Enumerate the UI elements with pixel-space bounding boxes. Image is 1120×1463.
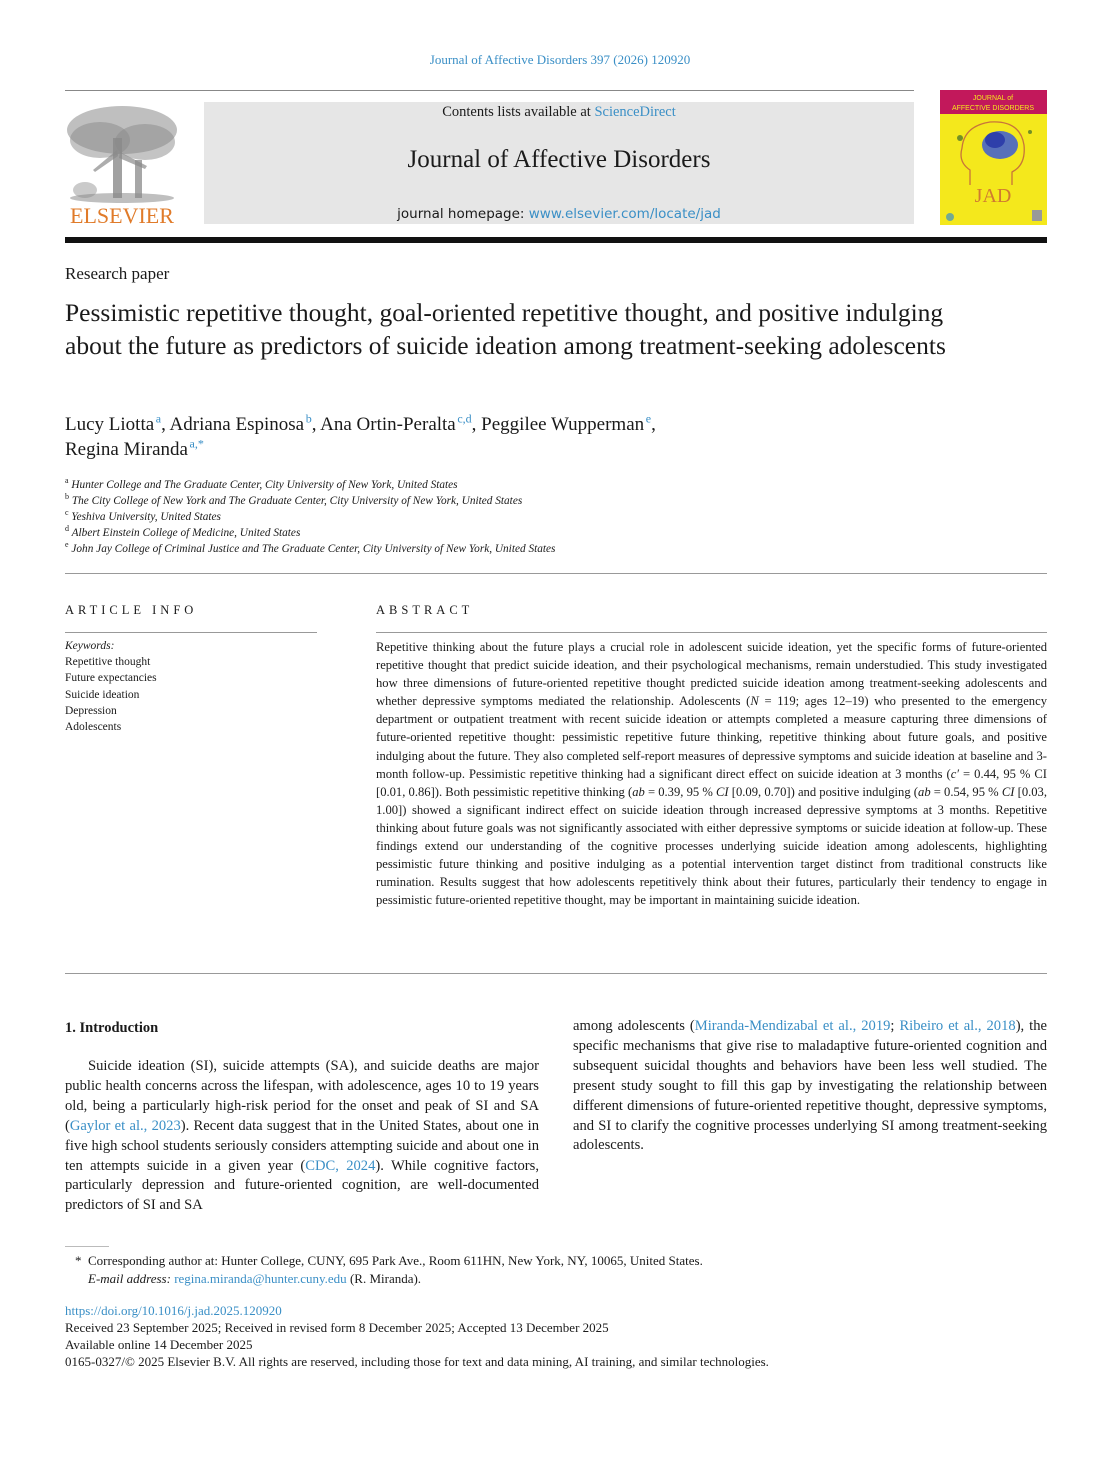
author-affil-mark[interactable]: c,d: [457, 411, 472, 426]
journal-name: Journal of Affective Disorders: [407, 146, 711, 173]
affiliation: [65, 509, 825, 525]
footnote-rule: [65, 1246, 109, 1247]
sciencedirect-link[interactable]: ScienceDirect: [594, 104, 676, 120]
affiliation-label: b: [65, 492, 69, 502]
affiliation-text: John Jay College of Criminal Justice and The Graduate Center, City University of New York, United States: [71, 543, 556, 555]
affiliation-text: Hunter College and The Graduate Center, City University of New York, United States: [71, 479, 458, 491]
email-suffix: (R. Miranda).: [346, 1271, 422, 1286]
header-thick-rule: [65, 237, 1047, 243]
author-name[interactable]: Lucy Liotta: [65, 414, 155, 435]
author[interactable]: [65, 411, 170, 435]
keywords-label: Keywords:: [65, 640, 115, 652]
citation-link[interactable]: Gaylor et al., 2023: [69, 1117, 181, 1134]
affiliation-label: c: [65, 508, 69, 518]
intro-text: ;: [890, 1018, 900, 1034]
journal-cover-image[interactable]: [940, 90, 1047, 225]
email-link[interactable]: regina.miranda@hunter.cuny.edu: [174, 1271, 347, 1286]
footnote-block: [75, 1252, 1055, 1288]
article-info-heading: ARTICLE INFO: [65, 603, 198, 617]
abstract-segment: [0.03, 1.00]) showed a significant indirect effect on suicide ideation through increased depressive symptoms at 3 months. Repetitive thinking about future goals was not significantly associated with either depressive symptoms or suicide ideation at follow-up. These findings extend our understanding of the cognitive processes underlying suicide ideation among adolescents, highlighting pessimistic future thinking and positive indulging as a potential intervention target distinct from traditional constructs like rumination. Results suggest that how adolescents repetitively think about their futures, particularly their tendency to engage in pessimistic future-oriented repetitive thought, may be important in maintaining suicide ideation.: [376, 784, 1048, 908]
abstract-rule: [376, 632, 1047, 633]
author-separator: ,: [311, 414, 321, 435]
journal-homepage-link[interactable]: www.elsevier.com/locate/jad: [528, 206, 721, 222]
elsevier-wordmark: ELSEVIER: [70, 203, 174, 228]
received-dates: Received 23 September 2025; Received in revised form 8 December 2025; Accepted 13 December 2025: [65, 1320, 609, 1335]
journal-reference-link[interactable]: Journal of Affective Disorders 397 (2026) 120920: [429, 52, 691, 67]
affiliation: [65, 525, 825, 541]
header-top-rule: [65, 90, 914, 91]
doi-link[interactable]: https://doi.org/10.1016/j.jad.2025.120920: [65, 1303, 282, 1318]
abstract-text: [376, 638, 1047, 909]
introduction-heading: 1. Introduction: [65, 1020, 159, 1036]
cover-title-top: JOURNAL of: [972, 95, 1014, 102]
affiliation-label: e: [65, 540, 69, 550]
author-affil-mark[interactable]: e: [645, 411, 652, 426]
abstract-segment: = 0.54, 95 %: [930, 784, 1002, 799]
affiliation-text: Yeshiva University, United States: [71, 511, 221, 523]
affiliation: [65, 477, 825, 493]
author-name[interactable]: Ana Ortin-Peralta: [320, 414, 456, 435]
author-separator: ,: [651, 414, 656, 435]
author-affil-mark[interactable]: b: [305, 411, 312, 426]
citation-link[interactable]: Miranda-Mendizabal et al., 2019: [694, 1018, 891, 1034]
intro-text: ). Recent data suggest that in the United States, about one in five high school students seriously considers attempting suicide and about one in ten attempts suicide in a given year (: [65, 1117, 539, 1174]
abstract-segment: = 0.39, 95 %: [644, 784, 717, 799]
intro-text: among adolescents (: [573, 1018, 695, 1034]
journal-cover-icon: [940, 90, 1047, 225]
author-name[interactable]: Regina Miranda: [65, 439, 188, 460]
email-note: [75, 1270, 1055, 1288]
author[interactable]: [481, 411, 656, 435]
corresponding-author-note: [75, 1252, 1055, 1270]
keyword: Suicide ideation: [65, 688, 140, 701]
author-affil-mark[interactable]: a: [155, 411, 162, 426]
citation-link[interactable]: CDC, 2024: [305, 1157, 376, 1174]
author-separator: ,: [161, 414, 170, 435]
intro-paragraph-right: [573, 1017, 1047, 1156]
section-divider: [65, 573, 1047, 574]
affiliation-text: The City College of New York and The Graduate Center, City University of New York, United States: [71, 495, 523, 507]
publication-info-block: [65, 1302, 1065, 1370]
author[interactable]: [169, 411, 321, 435]
abstract-segment: Repetitive thinking about the future plays a crucial role in adolescent suicide ideation, yet the specific forms of future-oriented repetitive thought that predict suicide ideation, and their psychological mechanisms, remain understudied. This study investigated how three dimensions of future-oriented repetitive thought predicted suicide ideation among treatment-seeking adolescents and whether depressive symptoms mediated the relationship. Adolescents (: [376, 640, 1047, 709]
author-affil-mark[interactable]: a,*: [189, 436, 204, 451]
abstract-symbol: ab: [918, 784, 931, 799]
keyword: Repetitive thought: [65, 656, 151, 669]
affiliation-list: [65, 477, 825, 557]
abstract-symbol: ab: [632, 784, 645, 799]
article-info-rule: [65, 632, 317, 633]
author[interactable]: [65, 436, 204, 460]
contents-line: [204, 103, 914, 121]
contents-prefix: Contents lists available at: [442, 104, 595, 120]
affiliation-label: a: [65, 476, 69, 486]
author[interactable]: [320, 411, 482, 435]
author-name[interactable]: Adriana Espinosa: [169, 414, 305, 435]
intro-text: ). While cognitive factors, particularly depression and future-oriented cognition, are well-documented predictors of SI and SA: [65, 1157, 539, 1214]
keyword: Depression: [65, 704, 117, 717]
elsevier-logo[interactable]: [65, 100, 180, 228]
affiliation-label: d: [65, 524, 69, 534]
abstract-heading: ABSTRACT: [376, 603, 474, 617]
homepage-line: [204, 206, 914, 223]
elsevier-tree-icon: [65, 100, 180, 228]
citation-link[interactable]: Ribeiro et al., 2018: [899, 1018, 1016, 1034]
abstract-symbol: c′: [950, 766, 960, 781]
affiliation-text: Albert Einstein College of Medicine, United States: [71, 527, 301, 539]
keywords-block: [65, 638, 157, 735]
copyright-notice: 0165-0327/© 2025 Elsevier B.V. All rights are reserved, including those for text and data mining, AI training, and similar technologies.: [65, 1354, 769, 1369]
affiliation: [65, 493, 825, 509]
corresponding-text: Corresponding author at: Hunter College, CUNY, 695 Park Ave., Room 611HN, New York, NY, 10065, United States.: [88, 1253, 703, 1268]
abstract-segment: = 0.44, 95 % CI [0.01, 0.86]). Both pessimistic repetitive thinking (: [376, 766, 1047, 799]
abstract-symbol: N: [750, 694, 759, 709]
intro-text: Suicide ideation (SI), suicide attempts (SA), and suicide deaths are major public health concerns across the lifespan, with adolescence, ages 10 to 19 years old, being a particularly high-risk period for the onset and peak of SI and SA (: [65, 1058, 539, 1134]
author-list: [65, 412, 965, 462]
intro-text: ), the specific mechanisms that give rise to maladaptive future-oriented cognition and subsequent suicidal thoughts and behaviors have been less well studied. The present study sought to fill this gap by investigating the relationship between different dimensions of future-oriented repetitive thought, depressive symptoms, and SI to clarify the cognitive processes underlying SI among treatment-seeking adolescents.: [573, 1018, 1047, 1154]
abstract-end-rule: [65, 973, 1047, 974]
cover-title-bottom: AFFECTIVE DISORDERS: [951, 105, 1035, 112]
email-label: E-mail address:: [88, 1271, 171, 1286]
article-title: Pessimistic repetitive thought, goal-oriented repetitive thought, and positive indulging about the future as predictors of suicide ideation among treatment-seeking adolescents: [65, 298, 946, 360]
journal-banner: [204, 102, 914, 224]
abstract-symbol: CI: [716, 784, 729, 799]
available-online: Available online 14 December 2025: [65, 1337, 253, 1352]
author-separator: ,: [471, 414, 482, 435]
keyword: Adolescents: [65, 721, 122, 734]
abstract-segment: [0.09, 0.70]) and positive indulging (: [728, 784, 919, 799]
abstract-segment: = 119; ages 12–19) who presented to the emergency department or outpatient treatment with recent suicide ideation or attempts completed a measure capturing three dimensions of future-oriented repetitive thought: pessimistic repetitive future thinking, repetitive thinking about future goals, and positive indulging about the future. They also completed self-report measures of depressive symptoms and suicide ideation at baseline and 3-month follow-up. Pessimistic repetitive thinking had a significant direct effect on suicide ideation at 3 months (: [376, 694, 1047, 781]
keyword: Future expectancies: [65, 672, 157, 685]
affiliation: [65, 541, 825, 557]
intro-paragraph-left: [65, 1057, 539, 1216]
author-name[interactable]: Peggilee Wupperman: [481, 414, 645, 435]
cover-monogram: JAD: [974, 185, 1012, 207]
homepage-prefix: journal homepage:: [397, 206, 529, 222]
footnote-mark: *: [75, 1253, 82, 1268]
abstract-symbol: CI: [1001, 784, 1015, 799]
article-type: Research paper: [65, 264, 170, 283]
